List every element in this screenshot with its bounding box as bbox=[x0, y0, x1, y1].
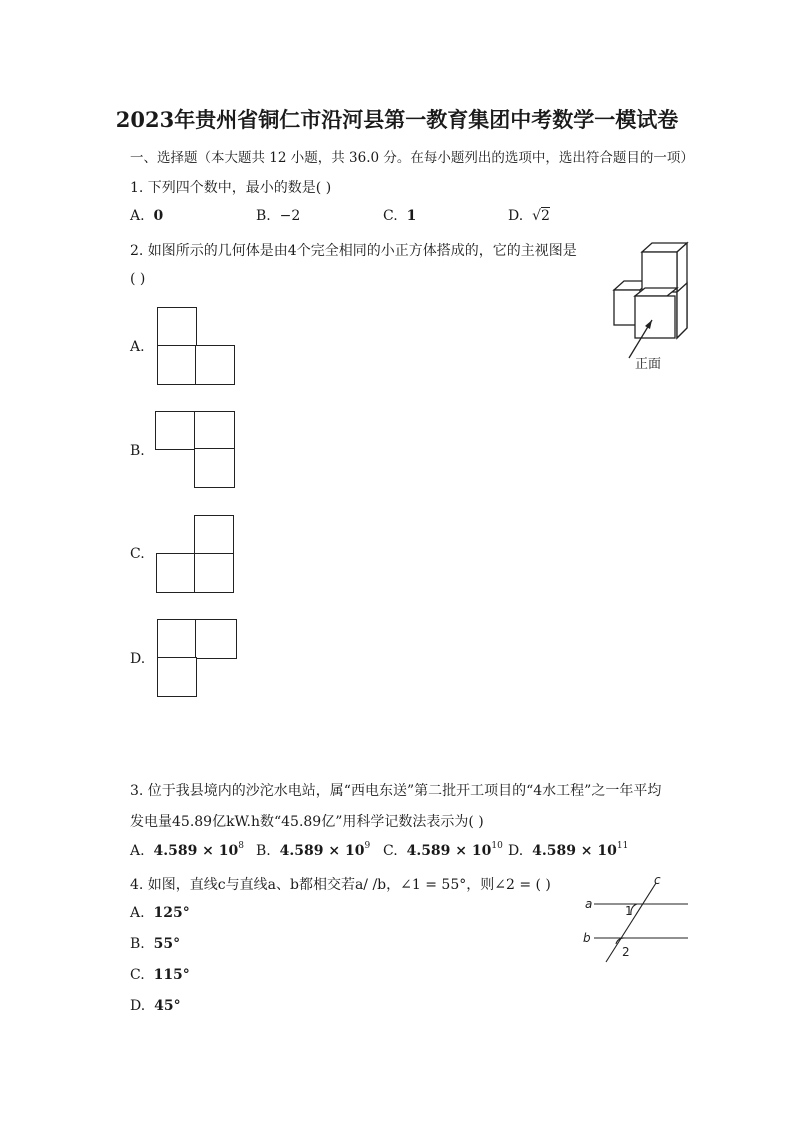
line-b-label: b bbox=[583, 931, 591, 945]
q3-option-b bbox=[256, 843, 370, 859]
section-heading: 一、选择题（本大题共 12 小题，共 36.0 分。在每小题列出的选项中，选出符合题目的一项） bbox=[130, 150, 694, 166]
q1-option-b bbox=[256, 208, 300, 224]
question-2-text-line2: ( ) bbox=[130, 271, 146, 287]
option-label: C. bbox=[383, 843, 398, 859]
square bbox=[195, 345, 235, 385]
square bbox=[155, 411, 196, 450]
option-value: 1 bbox=[406, 208, 417, 224]
option-exponent: 11 bbox=[616, 841, 629, 851]
square bbox=[157, 657, 197, 697]
q1-option-a bbox=[130, 208, 163, 224]
q1-option-d bbox=[508, 208, 550, 224]
option-label: D. bbox=[130, 998, 146, 1014]
question-4-text: 4. 如图，直线c与直线a、b都相交若a/ /b，∠1 = 55°，则∠2 = ( ) bbox=[130, 877, 551, 893]
page-title: 2023年贵州省铜仁市沿河县第一教育集团中考数学一模试卷 bbox=[115, 107, 679, 132]
option-label: B. bbox=[256, 208, 271, 224]
square bbox=[195, 619, 237, 659]
question-1-text: 1. 下列四个数中，最小的数是( ) bbox=[130, 180, 332, 196]
q4-parallel-lines-figure bbox=[580, 870, 695, 965]
q1-option-c bbox=[383, 208, 416, 224]
q2-cube-figure bbox=[605, 238, 700, 378]
option-label: D. bbox=[508, 843, 524, 859]
option-label: C. bbox=[130, 967, 145, 983]
option-label: B. bbox=[256, 843, 271, 859]
angle-2-label: 2 bbox=[622, 945, 630, 959]
q4-option-b bbox=[130, 936, 180, 952]
q2-option-b-label: B. bbox=[130, 443, 145, 459]
option-value: 45° bbox=[154, 998, 181, 1014]
line-a-label: a bbox=[585, 897, 593, 911]
option-label: B. bbox=[130, 936, 145, 952]
option-label: A. bbox=[130, 905, 145, 921]
square bbox=[194, 411, 235, 450]
option-value: 55° bbox=[153, 936, 181, 952]
line-c-label: c bbox=[654, 873, 661, 887]
sqrt-symbol: √ bbox=[532, 208, 542, 224]
square bbox=[194, 448, 235, 488]
q3-option-a bbox=[130, 843, 244, 859]
option-exponent: 8 bbox=[238, 841, 245, 851]
q2-option-c-label: C. bbox=[130, 546, 145, 562]
option-exponent: 10 bbox=[491, 841, 503, 851]
option-exponent: 9 bbox=[364, 841, 371, 851]
option-value: −2 bbox=[279, 208, 301, 224]
option-value: 0 bbox=[153, 208, 164, 224]
square bbox=[157, 307, 197, 347]
option-value: 2 bbox=[541, 208, 550, 224]
option-base: 4.589 × 10 bbox=[279, 843, 365, 859]
option-label: C. bbox=[383, 208, 398, 224]
question-2-text-line1: 2. 如图所示的几何体是由4个完全相同的小正方体搭成的，它的主视图是 bbox=[130, 243, 577, 259]
angle-1-label: 1 bbox=[625, 904, 633, 918]
option-base: 4.589 × 10 bbox=[532, 843, 617, 859]
q3-option-c bbox=[383, 843, 503, 859]
option-label: A. bbox=[130, 843, 145, 859]
option-label: A. bbox=[130, 208, 145, 224]
option-value: 125° bbox=[153, 905, 190, 921]
question-3-text-line1: 3. 位于我县境内的沙沱水电站，属“西电东送”第二批开工项目的“4水工程”之一年平均 bbox=[130, 783, 662, 799]
q4-option-d bbox=[130, 998, 181, 1014]
option-base: 4.589 × 10 bbox=[153, 843, 239, 859]
square bbox=[157, 345, 197, 385]
option-value: 115° bbox=[153, 967, 190, 983]
square bbox=[194, 515, 234, 555]
q4-option-a bbox=[130, 905, 190, 921]
option-base: 4.589 × 10 bbox=[406, 843, 492, 859]
square bbox=[156, 553, 196, 593]
question-3-text-line2: 发电量45.89亿kW.h数“45.89亿”用科学记数法表示为( ) bbox=[130, 814, 484, 830]
square bbox=[157, 619, 197, 659]
front-view-label: 正面 bbox=[635, 357, 662, 372]
option-label: D. bbox=[508, 208, 524, 224]
line-c bbox=[606, 883, 656, 962]
square bbox=[194, 553, 234, 593]
q2-option-a-label: A. bbox=[130, 339, 145, 355]
q3-option-d bbox=[508, 843, 628, 859]
q2-option-d-label: D. bbox=[130, 651, 146, 667]
q4-option-c bbox=[130, 967, 190, 983]
